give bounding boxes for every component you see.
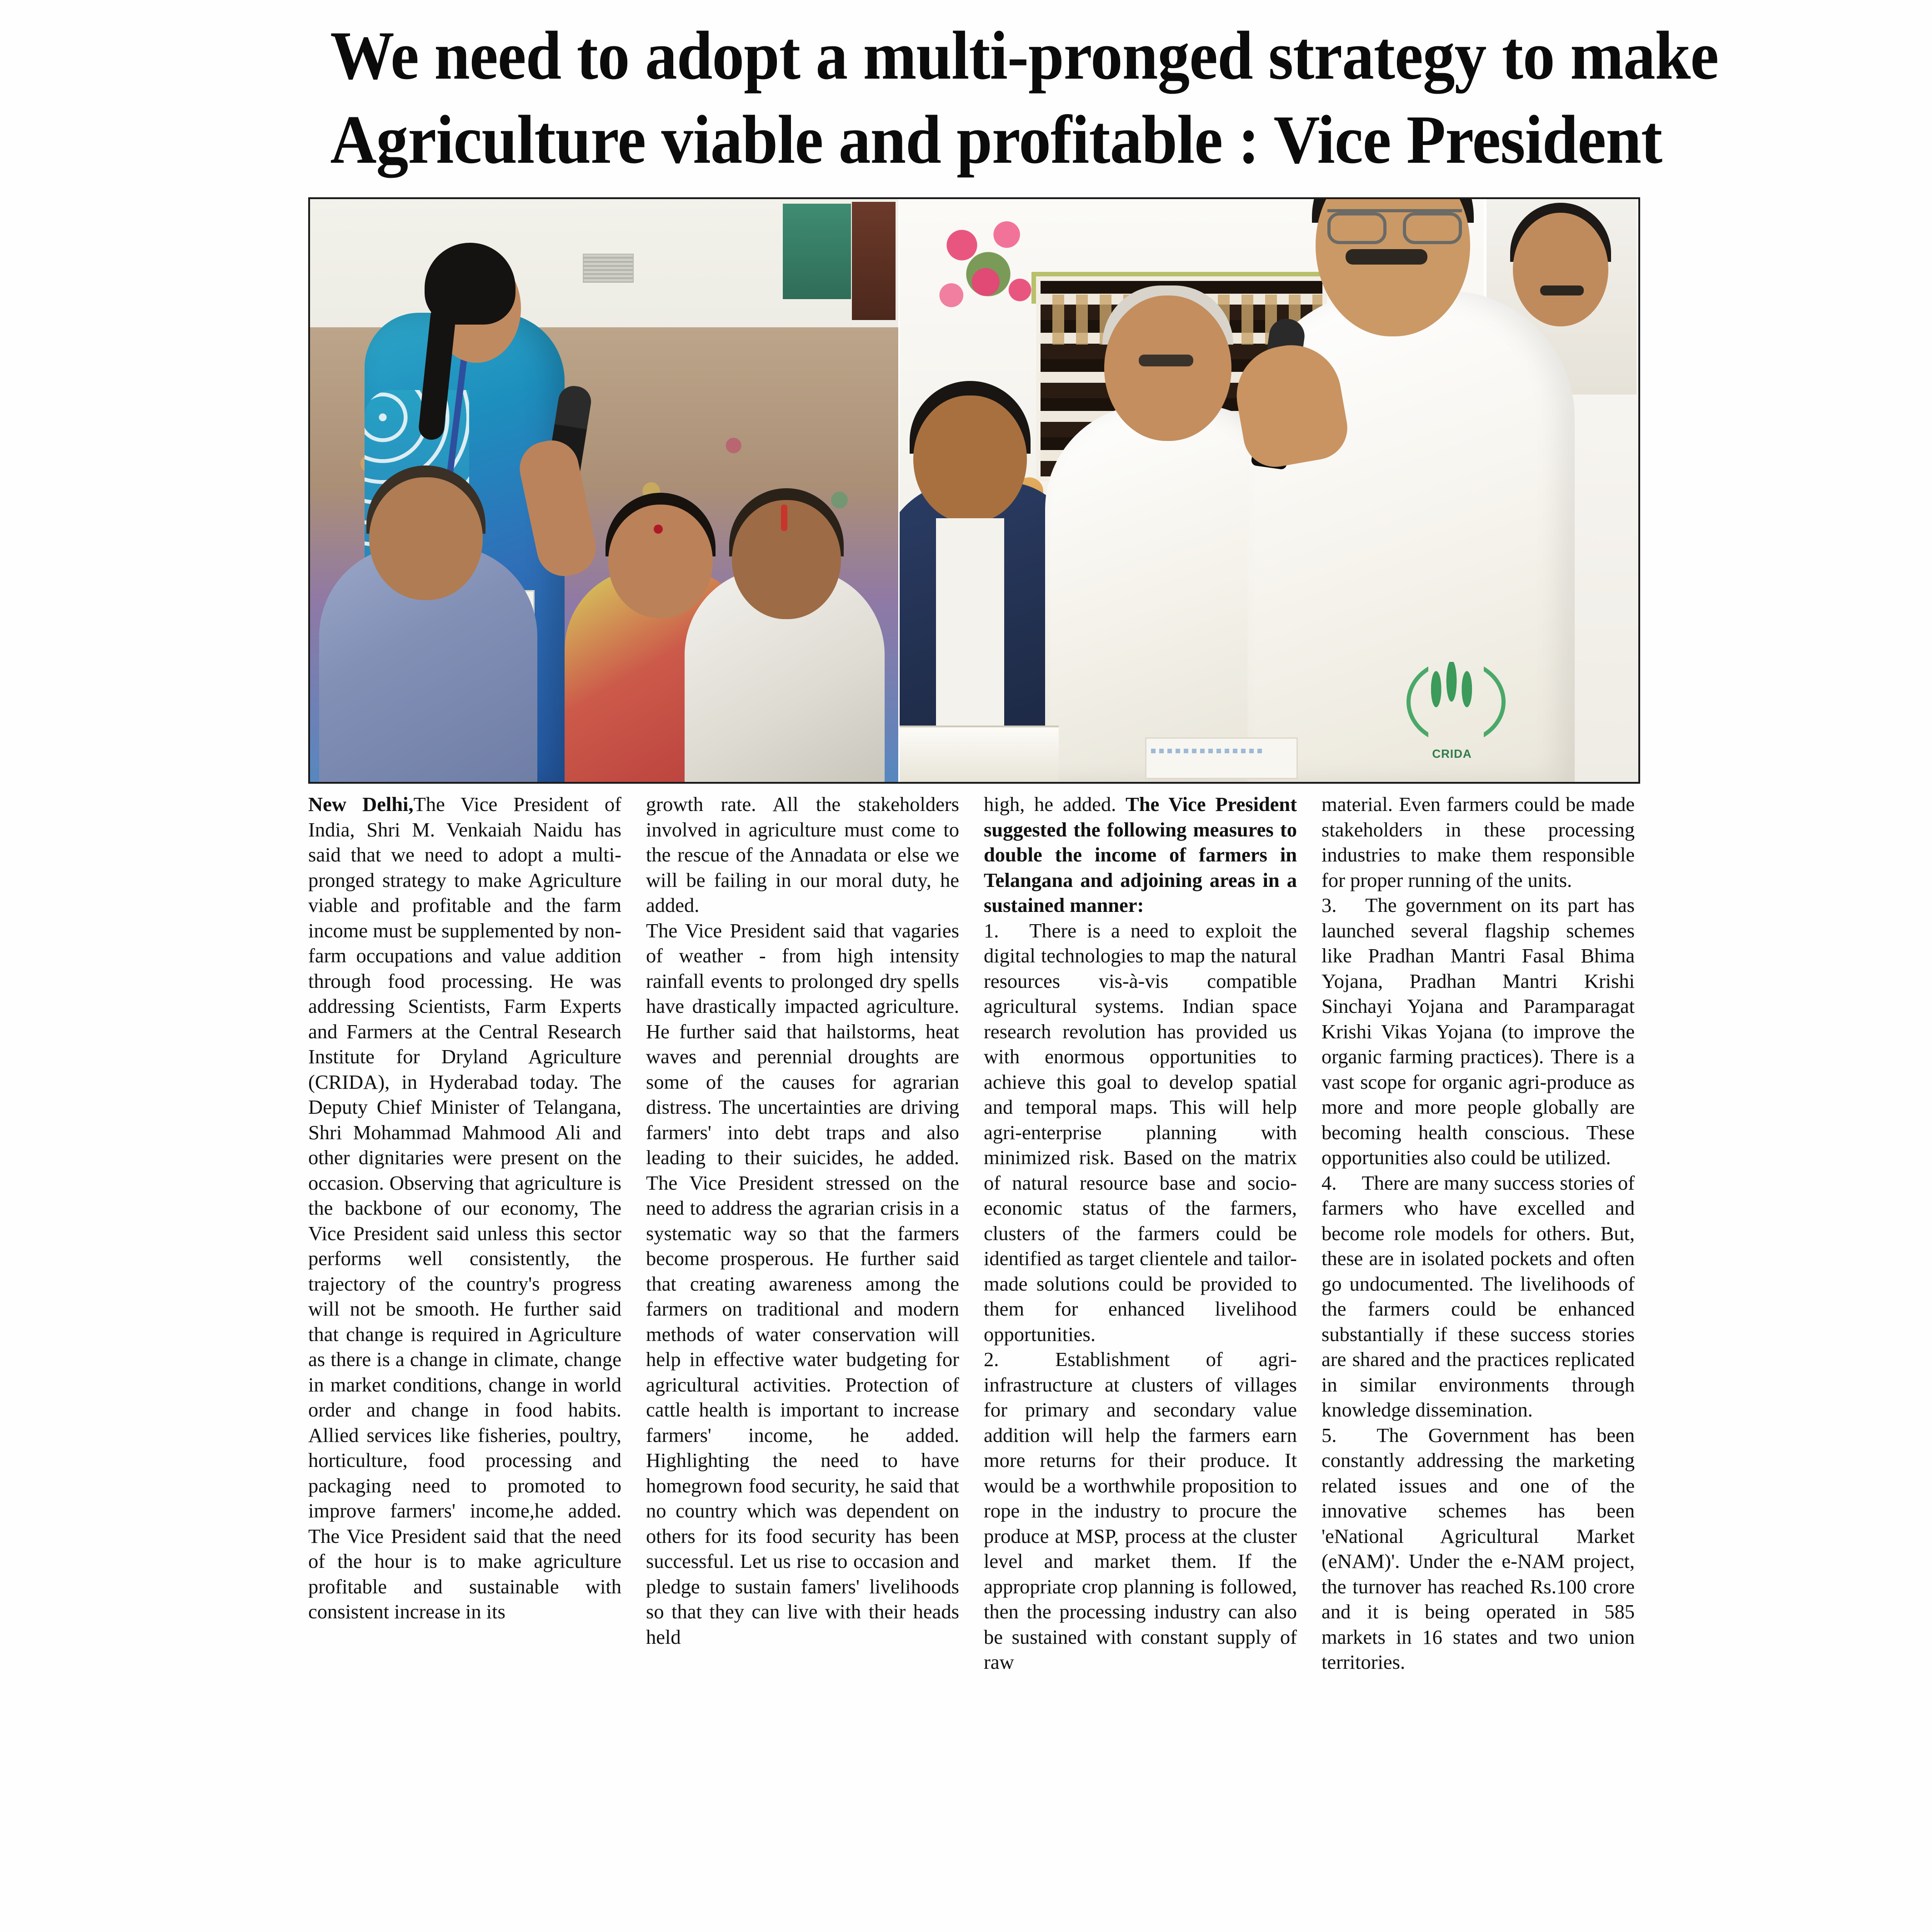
wall-vent bbox=[583, 254, 634, 283]
notebook bbox=[1145, 737, 1298, 779]
column-3-lead-bold: The Vice President suggested the following measures to double the income of farmers in Telangana and adjoining areas in a sustained manner: bbox=[984, 793, 1297, 916]
table-papers bbox=[898, 726, 1059, 782]
measure-item-3: 3. The government on its part has launched several flagship schemes like Pradhan Mantri Fasal Bhima Yojana, Pradhan Mantri Krishi Sinchayi Yojana and Paramparagat Krishi Vikas Yojana (to improve the organic farming practices). There is a vast scope for organic agri-produce as more and more people globally are becoming health conscious. These opportunities also could be utilized. bbox=[1321, 894, 1635, 1169]
measure-item-2: 2. Establishment of agri-infrastructure at clusters of villages for primary and secondary value addition will help the farmers earn more returns for their produce. It would be a worthwhile proposition to rope in the industry to procure the produce at MSP, process at the cluster level and market them. If the appropriate crop planning is followed, then the processing industry can also be sustained with constant supply of raw bbox=[984, 1348, 1297, 1673]
hall-door-green bbox=[783, 204, 851, 299]
article-column-3 bbox=[984, 792, 1297, 1919]
measure-item-5: 5. The Government has been constantly addressing the marketing related issues and one of the innovative schemes has been 'eNational Agricultural Market (eNAM)'. Under the e-NAM project, the turnover has reached Rs.100 crore and it is being operated in 585 markets in 16 states and two union territories. bbox=[1321, 1423, 1635, 1673]
measure-item-1: 1. There is a need to exploit the digital technologies to map the natural resources vis-à-vis compatible agricultural systems. Indian space research revolution has provided us with enormous opportunities to achieve this goal to develop spatial and temporal maps. This will help agri-enterprise planning with minimized risk. Based on the matrix of natural resource base and socio-economic status of the farmers, clusters of the farmers could be identified as target clientele and tailor-made solutions could be provided to them for enhanced livelihood opportunities. bbox=[984, 919, 1297, 1346]
column-3-lead-normal: high, he added. bbox=[984, 793, 1126, 816]
vice-president-photo bbox=[898, 199, 1638, 782]
article-column-1 bbox=[308, 792, 621, 1919]
headline-line-2: Agriculture viable and profitable : Vice President bbox=[330, 101, 1662, 178]
measure-item-4: 4. There are many success stories of farmers who have excelled and become role models for others. But, these are in isolated pockets and often go undocumented. The livelihoods of the farmers could be enhanced substantially if these success stories are shared and the practices replicated in similar environments through knowledge dissemination. bbox=[1321, 1171, 1635, 1421]
headline-line-1: We need to adopt a multi-pronged strategy to make bbox=[330, 17, 1719, 94]
column-2-paragraph-a: growth rate. All the stakeholders involved in agriculture must come to the rescue of the Annadata or else we will be failing in our moral duty, he added. bbox=[646, 793, 959, 916]
glasses-icon bbox=[1327, 209, 1462, 238]
audience-photo bbox=[310, 199, 898, 782]
article-body bbox=[308, 792, 1640, 1919]
article-column-2 bbox=[646, 792, 959, 1919]
seated-man-right bbox=[685, 568, 885, 782]
crida-logo-text: CRIDA bbox=[1432, 747, 1472, 761]
column-1-text: The Vice President of India, Shri M. Venkaiah Naidu has said that we need to adopt a multi-pronged strategy to make Agriculture viable and profitable and the farm income must be supplemented by non-farm occupations and value addition through food processing. He was addressing Scientists, Farm Experts and Farmers at the Central Research Institute for Dryland Agriculture (CRIDA), in Hyderabad today. The Deputy Chief Minister of Telangana, Shri Mohammad Mahmood Ali and other dignitaries were present on the occasion. Observing that agriculture is the backbone of our economy, The Vice President said unless this sector performs well consistently, the trajectory of the country's progress will not be smooth. He further said that change is required in Agriculture as there is a change in climate, change in market conditions, change in world order and change in food habits. Allied services like fisheries, poultry, horticulture, food processing and packaging need to promoted to improve farmers' income,he added. The Vice President said that the need of the hour is to make agriculture profitable and sustainable with consistent increase in its bbox=[308, 793, 621, 1623]
page-title bbox=[330, 14, 1719, 182]
column-3-lead bbox=[984, 792, 1297, 918]
column-4-continuation: material. Even farmers could be made stakeholders in these processing industries to make them responsible for proper running of the units. bbox=[1321, 793, 1635, 891]
crida-wheat-logo bbox=[1402, 659, 1502, 764]
column-2-paragraph-b: The Vice President said that vagaries of weather - from high intensity rainfall events to prolonged dry spells have drastically impacted agriculture. He further said that hailstorms, heat waves and perennial droughts are some of the causes for agrarian distress. The uncertainties are driving farmers' into debt traps and also leading to their suicides, he added. The Vice President stressed on the need to address the agrarian crisis in a systematic way so that the farmers become prosperous. He further said that creating awareness among the farmers on traditional and modern methods of water conservation will help in effective water budgeting for agricultural activities. Protection of cattle health is important to increase farmers' income, he added. Highlighting the need to have homegrown food security, he said that no country which was dependent on others for its food security has been successful. Let us rise to occasion and pledge to sustain famers' livelihoods so that they can live with their heads held bbox=[646, 919, 959, 1648]
column-1-paragraph bbox=[308, 792, 621, 1625]
article-column-4 bbox=[1321, 792, 1635, 1919]
seated-man-front bbox=[319, 546, 537, 782]
hall-door-brown bbox=[852, 202, 896, 320]
dateline: New Delhi, bbox=[308, 793, 414, 816]
photo-band bbox=[308, 197, 1640, 784]
